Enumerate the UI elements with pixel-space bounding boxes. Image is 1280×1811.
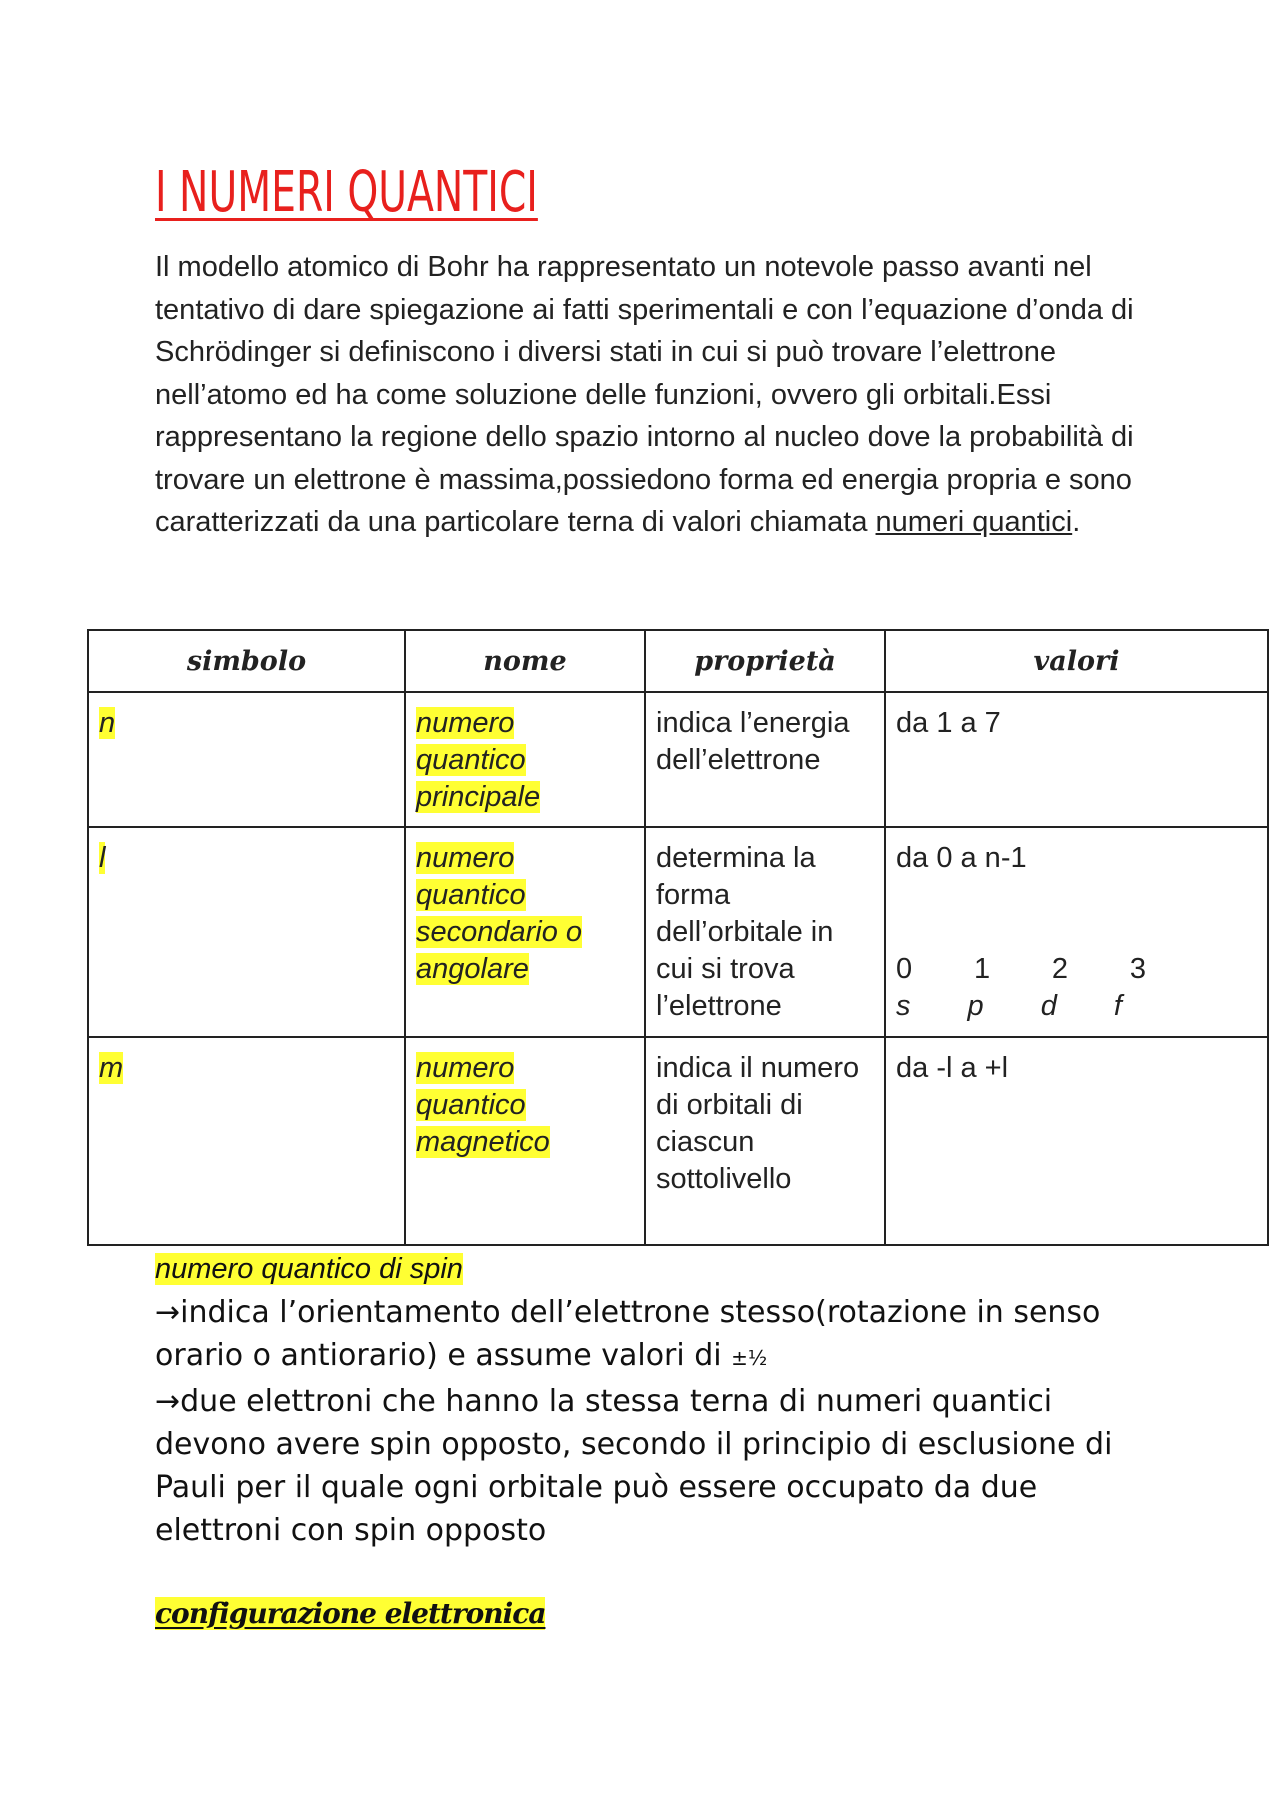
name-line: magnetico: [416, 1126, 550, 1158]
name-line: numero: [416, 707, 515, 739]
configurazione-heading: configurazione elettronica: [155, 1597, 546, 1630]
name-line: numero: [416, 842, 515, 874]
sublevel-number: 2: [1051, 953, 1069, 985]
spin-section: [155, 1247, 1155, 1552]
name-cell: [405, 1037, 645, 1245]
spin-value: ±½: [731, 1346, 768, 1370]
value-cell: [885, 827, 1268, 1037]
symbol-cell: [88, 1037, 405, 1245]
name-line: angolare: [416, 953, 529, 985]
name-line: quantico: [416, 744, 526, 776]
sublevel-number: 0: [896, 953, 913, 985]
property-cell: indica l’energia dell’elettrone: [645, 692, 885, 827]
sublevel-number: 3: [1129, 953, 1146, 985]
intro-text: Il modello atomico di Bohr ha rappresentato un notevole passo avanti nel tentativo di dare spiegazione ai fatti sperimentali e con l’equazione d’onda di Schrödinger si definiscono i diversi stati in cui si può trovare l’elettrone nell’atomo ed ha come soluzione delle funzioni, ovvero gli orbitali.Essi rappresentano la regione dello spazio intorno al nucleo dove la probabilità di trovare un elettrone è massima,possiedono forma ed energia propria e sono caratterizzati da una particolare terna di valori chiamata: [155, 251, 1134, 538]
sublevel-letter: d: [1040, 990, 1057, 1022]
symbol-n: n: [99, 707, 116, 739]
table-row: [88, 827, 1268, 1037]
name-line: quantico: [416, 879, 526, 911]
page-title: I NUMERI QUANTICI: [155, 160, 538, 225]
sublevel-letters: [896, 988, 1122, 1025]
name-cell: [405, 827, 645, 1037]
quantum-numbers-table: [87, 629, 1269, 1246]
header-simbolo: simbolo: [88, 630, 405, 692]
sublevel-number: 1: [973, 953, 991, 985]
spin-line-pauli: →due elettroni che hanno la stessa terna di numeri quantici devono avere spin opposto, secondo il principio di esclusione di Pauli per il quale ogni orbitale può essere occupato da due elettroni con spin opposto: [155, 1384, 1113, 1548]
name-line: numero: [416, 1052, 515, 1084]
header-valori: valori: [885, 630, 1268, 692]
header-proprieta: proprietà: [645, 630, 885, 692]
symbol-m: m: [99, 1052, 124, 1084]
symbol-cell: [88, 827, 405, 1037]
value-cell: da -l a +l: [885, 1037, 1268, 1245]
intro-text-end: .: [1072, 506, 1081, 538]
property-cell: indica il numero di orbitali di ciascun sottolivello: [645, 1037, 885, 1245]
intro-paragraph: [155, 246, 1135, 544]
intro-underlined-term: numeri quantici: [875, 506, 1073, 538]
value-cell: da 1 a 7: [885, 692, 1268, 827]
header-nome: nome: [405, 630, 645, 692]
name-line: secondario o: [416, 916, 583, 948]
symbol-l: l: [99, 842, 106, 874]
table-header-row: [88, 630, 1268, 692]
name-line: principale: [416, 781, 541, 813]
name-cell: [405, 692, 645, 827]
table-row: [88, 692, 1268, 827]
property-cell: determina la forma dell’orbitale in cui si trova l’elettrone: [645, 827, 885, 1037]
table-row: [88, 1037, 1268, 1245]
sublevel-letter: s: [896, 990, 911, 1022]
spin-heading: numero quantico di spin: [155, 1253, 463, 1285]
spin-line-orientation: →indica l’orientamento dell’elettrone stesso(rotazione in senso orario o antiorario) e assume valori di: [155, 1295, 1101, 1373]
name-line: quantico: [416, 1089, 526, 1121]
value-text: da 0 a n-1: [896, 842, 1027, 874]
sublevel-letter: p: [967, 990, 984, 1022]
sublevel-letter: f: [1113, 990, 1122, 1022]
symbol-cell: [88, 692, 405, 827]
sublevel-numbers: [896, 951, 1146, 988]
